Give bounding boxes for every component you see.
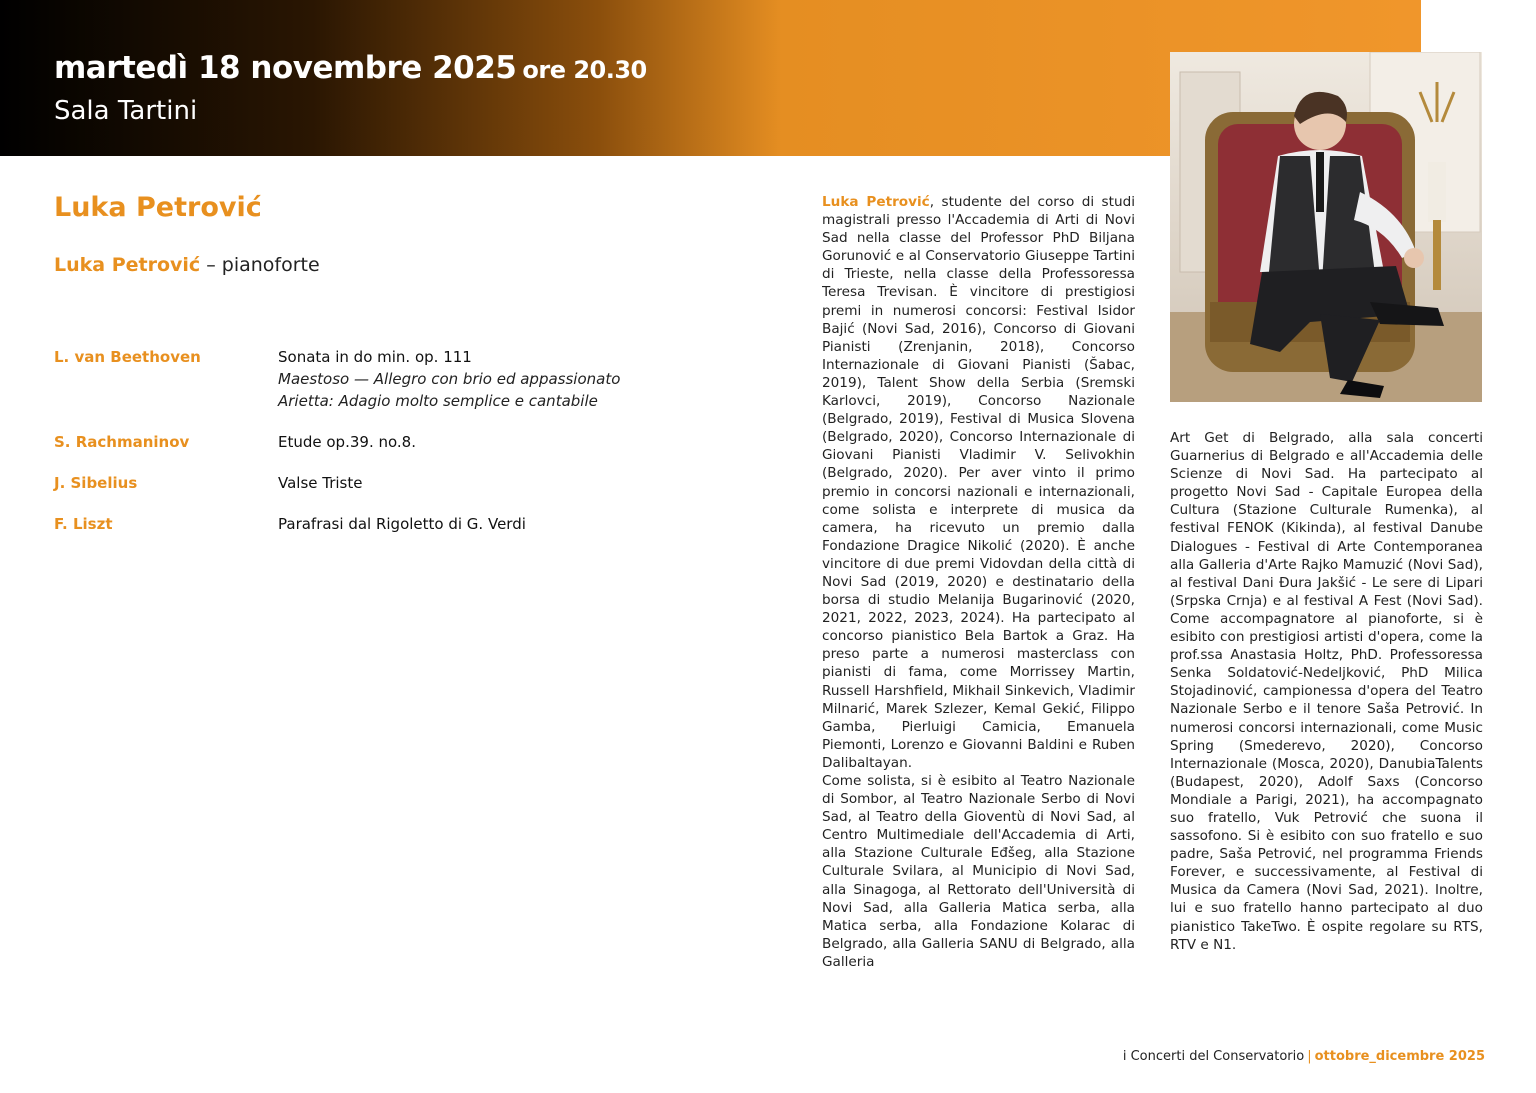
program-movement: Maestoso — Allegro con brio ed appassionato [278, 370, 621, 388]
program-work-block [278, 513, 694, 535]
program-item [54, 431, 694, 453]
bio-paragraph: Art Get di Belgrado, alla sala concerti Guarnerius di Belgrado e all'Accademia delle Scienze di Novi Sad. Ha partecipato al progetto Novi Sad - Capitale Europea della Cultura (Stazione Culturale Rumenka), al festival FENOK (Kikinda), al festival Danube Dialogues - Festival di Arte Contemporanea alla Galleria d'Arte Rajko Mamuzić (Novi Sad), al festival Dani Đura Jakšić - Le sere di Lipari (Srpska Crnja) e al festival A Fest (Novi Sad). Come accompagnatore al pianoforte, si è esibito con prestigiosi artisti d'opera, come la prof.ssa Anastasia Holtz, PhD. Professoressa Senka Soldatović-Nedeljković, PhD Milica Stojadinović, campionessa d'opera del Teatro Nazionale Serbo e il tenore Saša Petrović. In numerosi concorsi internazionali, come Music Spring (Smederevo, 2020), Concorso Internazionale (Mosca, 2020), DanubiaTalents (Budapest, 2020), Adolf Saxs (Concorso Mondiale a Parigi, 2021), ha accompagnato suo fratello, Vuk Petrović che suona il sassofono. Si è esibito con suo fratello e suo padre, Saša Petrović, nel programma Friends Forever, e successivamente, al Festival di Musica da Camera (Novi Sad, 2021). Inoltre, lui e suo fratello hanno partecipato al duo pianistico TakeTwo. È ospite regolare su RTS, RTV e N1. [1170, 430, 1483, 953]
program-list [54, 346, 694, 554]
program-item [54, 472, 694, 494]
program-item [54, 346, 694, 412]
concert-title: Luka Petrović [54, 192, 262, 223]
footer-separator: | [1307, 1049, 1312, 1064]
date-text: martedì 18 novembre 2025 [54, 50, 517, 86]
performer-photo [1170, 52, 1482, 402]
program-composer: F. Liszt [54, 515, 113, 533]
bio-text: , studente del corso di studi magistrali presso l'Accademia di Arti di Novi Sad nella classe del Professor PhD Biljana Gorunović e al Conservatorio Giuseppe Tartini di Trieste, nella classe della Professoressa Teresa Trevisan. È vincitore di prestigiosi premi in numerosi concorsi: Festival Isidor Bajić (Novi Sad, 2016), Concorso di Giovani Pianisti (Zrenjanin, 2018), Concorso Internazionale di Giovani Pianisti (Šabac, 2019), Talent Show della Serbia (Sremski Karlovci, 2019), Concorso Nazionale (Belgrado, 2019), Festival di Musica Slovena (Belgrado, 2020), Concorso Internazionale di Giovani Pianisti Vladimir V. Selivokhin (Belgrado, 2020). Per aver vinto il primo premio in concorsi nazionali e internazionali, come solista e interprete di musica da camera, ha ricevuto un premio dalla Fondazione Dragice Nikolić (2020). È anche vincitore di due premi Vidovdan della città di Novi Sad (2019, 2020) e destinatario della borsa di studio Melanija Bugarinović (2020, 2021, 2022, 2023, 2024). Ha partecipato al concorso pianistico Bela Bartok a Graz. Ha preso parte a numerosi masterclass con pianisti di fama, come Morrissey Martin, Russell Harshfield, Mikhail Sinkevich, Vladimir Milnarić, Marek Szlezer, Kemal Gekić, Filippo Gamba, Pierluigi Camicia, Emanuela Piemonti, Lorenzo e Giovanni Baldini e Ruben Dalibaltayan. [822, 194, 1135, 771]
program-work: Parafrasi dal Rigoletto di G. Verdi [278, 515, 526, 533]
program-composer: J. Sibelius [54, 474, 138, 492]
concert-time: ore 20.30 [522, 56, 647, 84]
bio-paragraph: Come solista, si è esibito al Teatro Nazionale di Sombor, al Teatro Nazionale Serbo di Novi Sad, al Teatro della Gioventù di Novi Sad, al Centro Multimediale dell'Accademia di Arti, alla Stazione Culturale Eđšeg, alla Stazione Culturale Svilara, al Municipio di Novi Sad, alla Sinagoga, al Rettorato dell'Università di Novi Sad, alla Galleria Matica serba, alla Matica serba, alla Fondazione Kolarac di Belgrado, alla Galleria SANU di Belgrado, alla Galleria [822, 773, 1135, 970]
performer-name: Luka Petrović [54, 254, 201, 276]
performer-photo-illustration [1170, 52, 1482, 402]
program-item [54, 513, 694, 535]
bio-lead-name: Luka Petrović [822, 194, 930, 210]
footer-period: ottobre_dicembre 2025 [1314, 1049, 1485, 1064]
concert-date [54, 50, 647, 86]
bio-paragraph [822, 193, 1135, 772]
program-composer: S. Rachmaninov [54, 433, 190, 451]
program-work-block [278, 346, 694, 412]
bio-column-2 [1170, 429, 1483, 994]
program-work: Sonata in do min. op. 111 [278, 348, 472, 366]
program-work-block [278, 472, 694, 494]
program-composer: L. van Beethoven [54, 348, 201, 366]
concert-venue: Sala Tartini [54, 96, 198, 126]
page-footer [1123, 1049, 1485, 1064]
performer-line [54, 254, 320, 276]
footer-series: i Concerti del Conservatorio [1122, 1049, 1305, 1064]
program-work: Valse Triste [278, 474, 363, 492]
bio-column-1 [822, 193, 1135, 1018]
performer-role: – pianoforte [200, 254, 320, 276]
program-work-block [278, 431, 694, 453]
program-work: Etude op.39. no.8. [278, 433, 416, 451]
program-movement: Arietta: Adagio molto semplice e cantabile [278, 392, 598, 410]
